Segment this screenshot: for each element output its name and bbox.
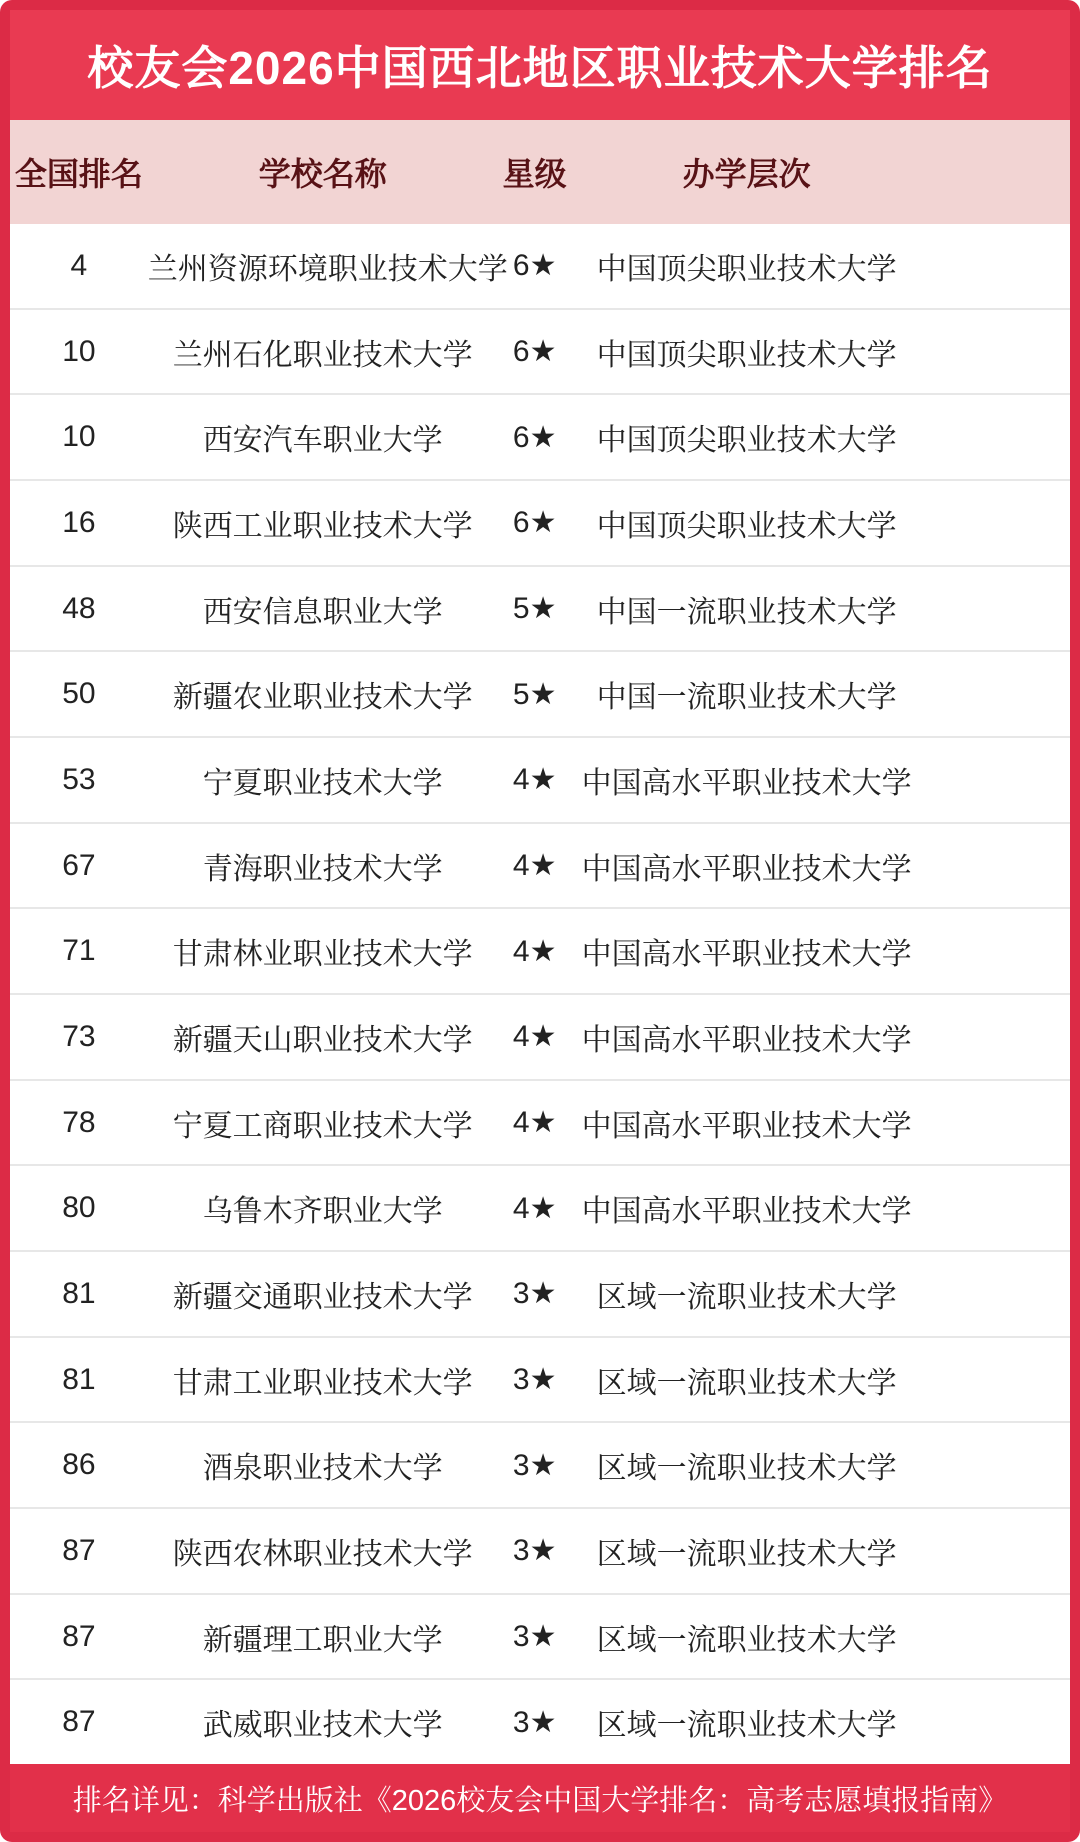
table-row	[10, 1593, 1070, 1679]
footer-banner	[10, 1764, 1070, 1832]
cell-name: 新疆农业职业技术大学	[172, 681, 473, 715]
table-header-name: 学校名称	[258, 156, 387, 192]
cell-name: 兰州资源环境职业技术大学	[147, 252, 508, 286]
cell-rank: 4	[70, 248, 88, 282]
cell-stars: 3★	[512, 1363, 557, 1397]
cell-stars: 4★	[512, 1106, 557, 1140]
cell-stars: 4★	[512, 934, 557, 968]
table-row	[10, 1678, 1070, 1764]
cell-rank: 53	[62, 762, 96, 796]
cell-level: 中国一流职业技术大学	[596, 681, 897, 715]
cell-stars: 3★	[512, 1448, 557, 1482]
table-row	[10, 822, 1070, 908]
cell-rank: 81	[62, 1276, 96, 1310]
cell-stars: 6★	[512, 335, 557, 368]
cell-name: 甘肃工业职业技术大学	[172, 1366, 473, 1400]
cell-name: 甘肃林业职业技术大学	[172, 938, 473, 972]
cell-rank: 10	[62, 420, 96, 454]
cell-level: 中国高水平职业技术大学	[581, 766, 912, 800]
cell-level: 中国高水平职业技术大学	[581, 1109, 912, 1143]
table-row	[10, 907, 1070, 993]
table-row	[10, 1421, 1070, 1507]
table-header-rank: 全国排名	[14, 156, 143, 192]
cell-rank: 86	[62, 1448, 96, 1482]
cell-level: 中国高水平职业技术大学	[581, 938, 912, 972]
table-row	[10, 479, 1070, 565]
cell-level: 区域一流职业技术大学	[596, 1452, 897, 1486]
cell-rank: 71	[62, 934, 96, 968]
table-row	[10, 565, 1070, 651]
cell-level: 区域一流职业技术大学	[596, 1537, 897, 1571]
cell-stars: 6★	[512, 249, 557, 283]
cell-stars: 6★	[512, 420, 557, 454]
table-header-row	[10, 120, 1070, 224]
cell-level: 区域一流职业技术大学	[596, 1709, 897, 1743]
cell-level: 区域一流职业技术大学	[596, 1366, 897, 1400]
table-header-stars: 星级	[502, 156, 567, 192]
table-body	[10, 224, 1070, 1764]
cell-rank: 78	[62, 1105, 96, 1139]
table-row	[10, 650, 1070, 736]
cell-rank: 48	[62, 591, 96, 625]
cell-stars: 5★	[512, 677, 557, 711]
cell-level: 中国顶尖职业技术大学	[596, 252, 897, 286]
cell-name: 酒泉职业技术大学	[202, 1452, 443, 1486]
table-row	[10, 1507, 1070, 1593]
cell-stars: 3★	[512, 1277, 557, 1311]
table-header-level: 办学层次	[682, 156, 811, 192]
cell-rank: 81	[62, 1362, 96, 1396]
table-row	[10, 993, 1070, 1079]
cell-stars: 4★	[512, 1191, 557, 1225]
cell-stars: 4★	[512, 763, 557, 797]
cell-level: 中国高水平职业技术大学	[581, 852, 912, 886]
table-row	[10, 393, 1070, 479]
table-row	[10, 736, 1070, 822]
cell-name: 西安信息职业大学	[202, 595, 443, 629]
table-row	[10, 1250, 1070, 1336]
cell-level: 区域一流职业技术大学	[596, 1280, 897, 1314]
cell-level: 中国高水平职业技术大学	[581, 1195, 912, 1229]
cell-level: 中国顶尖职业技术大学	[596, 338, 897, 372]
cell-level: 中国顶尖职业技术大学	[596, 424, 897, 458]
cell-rank: 80	[62, 1191, 96, 1225]
cell-rank: 16	[62, 505, 96, 539]
cell-stars: 4★	[512, 1020, 557, 1054]
table-row	[10, 1336, 1070, 1422]
cell-rank: 67	[62, 848, 96, 882]
cell-stars: 3★	[512, 1620, 557, 1654]
table-row	[10, 1079, 1070, 1165]
cell-rank: 87	[62, 1533, 96, 1567]
cell-name: 乌鲁木齐职业大学	[202, 1195, 443, 1229]
cell-name: 宁夏工商职业技术大学	[172, 1109, 473, 1143]
cell-name: 西安汽车职业大学	[202, 424, 443, 458]
cell-level: 中国一流职业技术大学	[596, 595, 897, 629]
cell-stars: 4★	[512, 849, 557, 883]
cell-stars: 6★	[512, 506, 557, 540]
cell-name: 陕西工业职业技术大学	[172, 509, 473, 543]
cell-rank: 87	[62, 1705, 96, 1739]
cell-name: 新疆天山职业技术大学	[172, 1023, 473, 1057]
cell-stars: 3★	[512, 1534, 557, 1568]
table-row	[10, 1164, 1070, 1250]
cell-stars: 3★	[512, 1705, 557, 1739]
cell-rank: 10	[62, 334, 96, 368]
cell-name: 兰州石化职业技术大学	[172, 338, 473, 372]
cell-name: 陕西农林职业技术大学	[172, 1537, 473, 1571]
table-row	[10, 308, 1070, 394]
cell-stars: 5★	[512, 592, 557, 626]
title-banner	[10, 10, 1070, 120]
cell-level: 中国高水平职业技术大学	[581, 1023, 912, 1057]
cell-name: 新疆交通职业技术大学	[172, 1280, 473, 1314]
table-row	[10, 224, 1070, 308]
cell-rank: 73	[62, 1019, 96, 1053]
cell-rank: 87	[62, 1619, 96, 1653]
cell-level: 中国顶尖职业技术大学	[596, 509, 897, 543]
cell-level: 区域一流职业技术大学	[596, 1623, 897, 1657]
cell-rank: 50	[62, 677, 96, 711]
cell-name: 新疆理工职业大学	[202, 1623, 443, 1657]
cell-name: 宁夏职业技术大学	[202, 766, 443, 800]
page-title: 校友会2026中国西北地区职业技术大学排名	[87, 42, 993, 94]
cell-name: 武威职业技术大学	[202, 1709, 443, 1743]
cell-name: 青海职业技术大学	[202, 852, 443, 886]
footer-note: 排名详见：科学出版社《2026校友会中国大学排名：高考志愿填报指南》	[72, 1784, 1008, 1817]
